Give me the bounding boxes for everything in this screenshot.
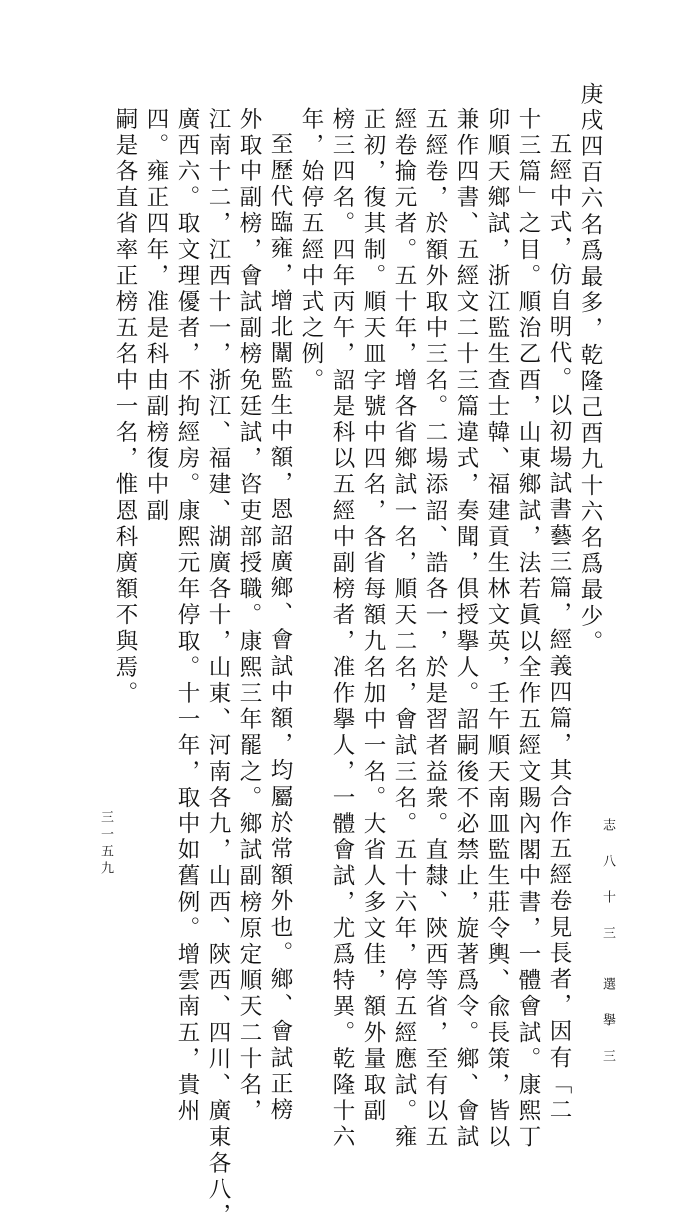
text-column: 榜三四名。四年丙午，詔是科以五經中副榜者，准作擧人，一體會試，尤爲特異。乾隆十六: [329, 107, 355, 1151]
text-column: 正初，復其制。順天皿字號中四名，各省每額九名加中一名。大省人多文佳，額外量取副: [360, 107, 386, 1125]
text-column: 五經中式，仿自明代。以初場試書藝三篇，經義四篇，其合作五經卷見長者，因有「二: [546, 132, 572, 1124]
running-head: 志 八 十 三 選 擧 三: [600, 818, 615, 1066]
text-column: 年，始停五經中式之例。: [298, 107, 324, 395]
text-column: 兼作四書、五經文二十三篇違式，奏聞，俱授擧人。詔嗣後不必禁止，旋著爲令。鄉、會試: [453, 107, 479, 1151]
text-column: 經卷掄元者。五十年，增各省鄉試一名，順天二名，會試三名。五十六年，停五經應試。雍: [391, 107, 417, 1151]
text-column: 庚戌四百六名爲最多，乾隆己酉九十六名爲最少。: [577, 82, 603, 657]
text-column: 外取中副榜，會試副榜免廷試，咨吏部授職。康熙三年罷之。鄉試副榜原定順天二十名，: [236, 107, 262, 1125]
text-column: 江南十二，江西十一，浙江、福建、湖廣各十，山東、河南各九，山西、陝西、四川、廣東各八，: [205, 107, 231, 1229]
page-number: 三一五九: [98, 810, 113, 878]
text-column: 十三篇」之目。順治乙酉，山東鄉試，法若眞以全作五經文賜內閣中書，一體會試。康熙丁: [515, 107, 541, 1151]
text-column: 五經卷，於額外取中三名。二場添詔、誥各一，於是習者益衆。直隸、陝西等省，至有以五: [422, 107, 448, 1151]
text-column: 嗣是各直省率正榜五名中一名，惟恩科廣額不與焉。: [112, 107, 138, 708]
text-column: 至歷代臨雍，增北闈監生中額，恩詔廣鄉、會試中額，均屬於常額外也。鄉、會試正榜: [267, 132, 293, 1124]
text-column: 卯順天鄉試，浙江監生查士韓、福建貢生林文英，壬午順天南皿監生莊令輿、兪長策，皆以: [484, 107, 510, 1151]
text-column: 廣西六。取文理優者，不拘經房。康熙元年停取。十一年，取中如舊例。增雲南五，貴州: [174, 107, 200, 1125]
text-column: 四。雍正四年，准是科由副榜復中副: [143, 107, 169, 525]
